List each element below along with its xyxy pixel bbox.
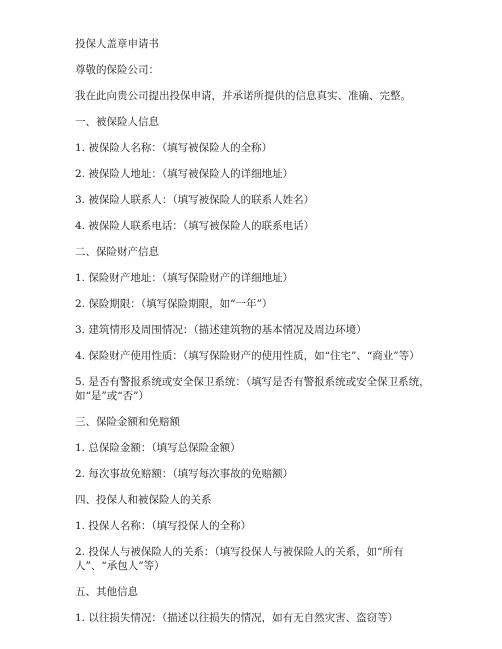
section-heading-property: 二、保险财产信息: [75, 246, 159, 258]
list-item: 3. 被保险人联系人：（填写被保险人的联系人姓名）: [75, 194, 315, 206]
list-item: 3. 建筑情形及周围情况：（描述建筑物的基本情况及周边环境）: [75, 324, 367, 336]
section-heading-insured: 一、被保险人信息: [75, 116, 159, 128]
list-item: 1. 投保人名称：（填写投保人的全称）: [75, 520, 252, 532]
section-heading-relationship: 四、投保人和被保险人的关系: [75, 494, 212, 506]
salutation: 尊敬的保险公司：: [75, 64, 159, 76]
list-item: 1. 总保险金额：（填写总保险金额）: [75, 442, 241, 454]
list-item: 1. 被保险人名称：（填写被保险人的全称）: [75, 142, 273, 154]
section-heading-amount: 三、保险金额和免赔额: [75, 416, 180, 428]
list-item: 2. 保险期限：（填写保险期限，如“一年”）: [75, 298, 273, 310]
section-heading-other: 五、其他信息: [75, 586, 138, 598]
list-item: 2. 投保人与被保险人的关系：（填写投保人与被保险人的关系，如“所有人”、“承包人”等）: [75, 546, 404, 572]
list-item: 4. 保险财产使用性质：（填写保险财产的使用性质，如“住宅”、“商业”等）: [75, 350, 420, 362]
list-item: 4. 被保险人联系电话：（填写被保险人的联系电话）: [75, 220, 315, 232]
list-item: 2. 被保险人地址：（填写被保险人的详细地址）: [75, 168, 294, 180]
list-item: 1. 保险财产地址：（填写保险财产的详细地址）: [75, 272, 294, 284]
list-item: 1. 以往损失情况：（描述以往损失的情况，如有无自然灾害、盗窃等）: [75, 612, 399, 624]
list-item: 5. 是否有警报系统或安全保卫系统：（填写是否有警报系统或安全保卫系统，如“是”或“否”）: [75, 376, 430, 402]
intro-paragraph: 我在此向贵公司提出投保申请，并承诺所提供的信息真实、准确、完整。: [75, 90, 411, 102]
document-title: 投保人盖章申请书: [75, 38, 159, 50]
list-item: 2. 每次事故免赔额：（填写每次事故的免赔额）: [75, 468, 294, 480]
